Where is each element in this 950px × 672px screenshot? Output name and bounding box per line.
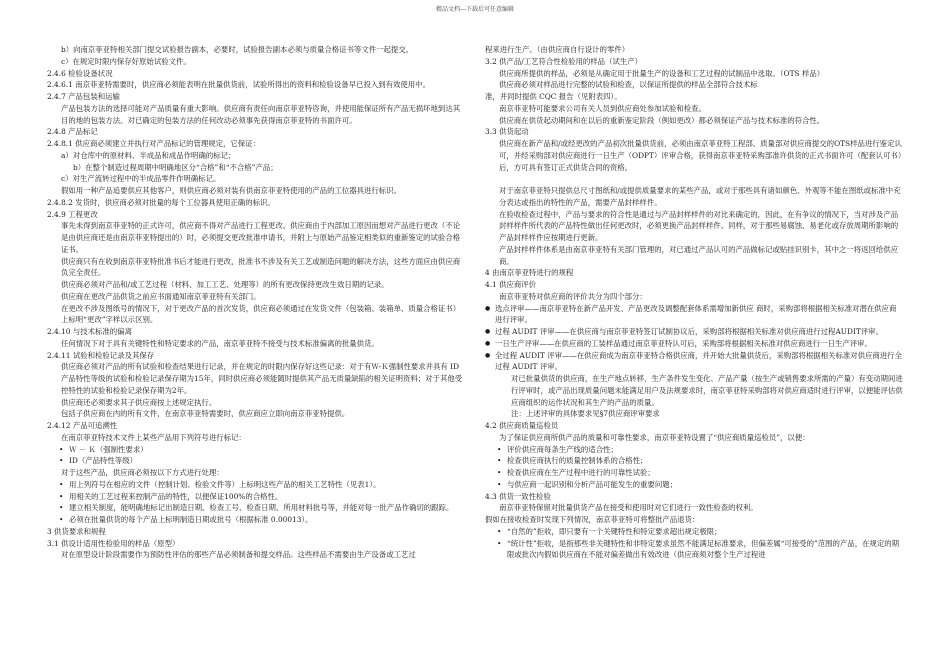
left-paragraph: c）对生产流转过程中的半成品零件作明确标记。 (61, 174, 221, 184)
left-paragraph: 在南京菲亚特技术文件上某些产品用下列符号进行标记： (61, 432, 246, 442)
right-paragraph: 3.2 供产品/工艺符合性检验用的样品（试生产） (485, 56, 643, 66)
right-paragraph: 3.3 供货起动 (485, 127, 529, 137)
right-paragraph: 供应商在新产品和/或经更改的产品初次批量供货前，必须由南京菲亚特工程部、质量部对供应商提交的OTS样品进行鉴定认可，并经采购部对供应商进行一日生产（ODPT）评审合格，获得南京菲亚特采购部准许供货的正式书面许可（配套认可书）后，方可具有签订正式供货合同的资格。 (499, 139, 902, 172)
left-paragraph: 事先未得到南京菲亚特的正式许可，供应商不得对产品进行工程更改。供应商由于内部加工原因而想对产品进行更改（不论是由供应商还是由南京菲亚特提出的）时，必须提交更改批准申请书，并附上与原始产品鉴定相类似的重新鉴定的试验合格证书。 (61, 221, 461, 254)
left-paragraph: 产品包装方法的选择可能对产品质量有重大影响。供应商有责任向南京菲亚特咨询，并使用能保证所有产品无损坏地到达其目的地的包装方法。对已确定的包装方法的任何改动必须事先获得南京菲亚特的书面许可。 (61, 103, 461, 125)
left-paragraph: 包括子供应商在内的所有文件，在南京菲亚特需要时，供应商应立即向南京菲亚特提供。 (61, 409, 350, 419)
left-paragraph: 2.4.8 产品标记 (47, 127, 98, 137)
left-paragraph: b）在整个制造过程周期中明确地区分“合格”和“不合格”产品； (73, 162, 278, 172)
left-paragraph: 2.4.8.1 供应商必须建立并执行对产品标记的管理规定，它保证： (47, 139, 260, 148)
left-paragraph: 供应商还必须要求其子供应商按上述规定执行。 (61, 397, 217, 407)
left-paragraph: a）对仓库中的原材料、半成品和成品作明确的标记； (61, 150, 236, 160)
right-paragraph: 产品封样样件体系是由南京菲亚特有关部门管理的，对已通过产品认可的产品做标记或贴挂识别卡，其中之一将返回给供应商。 (499, 244, 899, 266)
right-paragraph: ● 过程 AUDIT 评审——在供应商与南京菲亚特签订试制协议后，采购部将根据相关标准对供应商进行过程AUDIT评审。 (485, 326, 903, 338)
left-paragraph: • 建立相关制度，能明确地标记出制造日期、检查工号、检查日期、所用材料批号等，并能对每一批产品作确切的跟踪。 (47, 502, 465, 514)
right-paragraph: 供应商在供货起动期间和在以后的重新鉴定阶段（例如更改）都必须保证产品与技术标准的符合性。 (499, 115, 825, 125)
right-paragraph: 注：上述评审的具体要求见§7供应商评审要求 (511, 409, 660, 419)
right-paragraph: 4.1 供应商评价 (485, 280, 537, 289)
right-paragraph (485, 173, 903, 185)
left-paragraph: 供应商必须对产品的所有试验和检查结果进行记录，并在规定的时限内保存好这些记录：对于有Ｗ-Ｋ强制性要求并具有 ID 产品特性等级的试验和检验记录保存期为15年，同时供应商必须能随时提供其产品无质量缺陷的相关证明资料；对于其他受控特性的试验和检验记录保存期为2年。 (61, 362, 463, 395)
left-column (47, 44, 465, 561)
left-paragraph: • 用上列符号在相应的文件（控制计划、检验文件等）上标明这些产品的相关工艺特性（见表1）。 (47, 479, 465, 491)
right-paragraph: 程来进行生产。（由供应商自行设计的零件） (485, 45, 630, 54)
left-paragraph: 对于这些产品，供应商必须按以下方式进行处理： (61, 468, 224, 477)
right-paragraph: 南京菲亚特对供应商的评价共分为四个部分： (499, 291, 647, 301)
left-paragraph: 任何情况下对于具有关键特性和特定要求的产品，南京菲亚特不接受与技术标准偏离的批量供货。 (61, 338, 379, 348)
right-paragraph: 南京菲亚特可能要求公司有关人员到供应商处参加试验和检查。 (499, 103, 706, 113)
left-paragraph: 3.1 供设计适用性检验用的样品（原型） (47, 538, 180, 548)
left-paragraph: 供应商在更改产品供货之前应书面通知南京菲亚特有关部门。 (61, 291, 261, 301)
right-paragraph: • “统计性”拒收，是指那些非关键特性和非特定要求虽然不能满足标准要求，但偏差属“可接受的”范围的产品，在规定的期限或批次内假如供应商在不能对偏差做出有效改进（供应商须对整个生产过程进 (485, 538, 903, 562)
right-paragraph: • “自然的”拒收，即只要有一个关键特性和特定要求超出规定极限； (485, 526, 903, 538)
left-paragraph: • 用相关的工艺过程来控制产品的特性，以便保证100%的合格性。 (47, 491, 465, 503)
right-column (485, 44, 903, 561)
left-paragraph: 2.4.7 产品包装和运输 (47, 92, 120, 101)
left-paragraph: 供应商只有在收到南京菲亚特批准书后才能进行更改，批准书不涉及有关工艺或制造问题的解决方法，这些方面应由供应商负完全责任。 (61, 256, 461, 278)
left-paragraph: 2.4.6 检验设备状况 (47, 68, 113, 78)
left-paragraph: 2.4.12 产品可追溯性 (47, 421, 118, 430)
right-paragraph: • 评价供应商每条生产线的适合性； (485, 444, 903, 456)
left-paragraph: b）向南京菲亚特相关部门提交试验报告副本，必要时，试验报告副本必须与质量合格证书等文件一起提交。 (61, 45, 414, 54)
left-paragraph: 供应商必须对产品和/或工艺过程（材料、加工工艺、处理等）的所有更改保持更改生效日期的记录。 (61, 280, 389, 289)
right-paragraph: 南京菲亚特保留对批量供货产品在接受和使用时对它们进行一致性检查的权利。 (499, 503, 758, 513)
right-paragraph: 假如在接收检查时发现下列情况，南京菲亚特可将整批产品退货： (485, 515, 700, 524)
right-paragraph: ● 全过程 AUDIT 评审——在供应商成为南京菲亚特合格供应商，并开始大批量供货后，采购部将根据相关标准对供应商进行全过程 AUDIT 评审。 (485, 350, 903, 374)
left-paragraph: 3 供货要求和规程 (47, 526, 106, 536)
right-paragraph: 4.3 供货一致性检验 (485, 491, 551, 501)
right-paragraph: ● 选点评审——南京菲亚特在新产品开发、产品更改及调整配套体系需增加新供应 商时，采购部将根据相关标准对潜在供应商进行评审。 (485, 303, 903, 327)
left-paragraph: 2.4.9 工程更改 (47, 209, 98, 219)
page-header: 精品文档---下载后可任意编辑 (435, 6, 515, 13)
right-paragraph: 供应商必须对样品进行完整的试验和检查，以保证所提供的样品全部符合技术标 (499, 80, 758, 90)
right-paragraph: • 检查供应商在生产过程中进行的可靠性试验； (485, 467, 903, 479)
right-paragraph: 4 由南京菲亚特进行的规程 (485, 268, 574, 278)
right-paragraph: ● 一日生产评审——在供应商的工装样品通过南京菲亚特认可后，采购部将根据相关标准对供应商进行一日生产评审。 (485, 338, 903, 350)
left-paragraph: • ID（产品特性等级） (47, 455, 465, 467)
left-paragraph: 对在原型设计阶段需要作为预防性评估的那些产品必须制备和提交样品。这些样品不需要由生产设备或工艺过 (61, 550, 416, 560)
left-paragraph: • Ｗ － Ｋ（强制性要求） (47, 444, 465, 456)
right-paragraph: 4.2 供应商质量巡检员 (485, 421, 559, 430)
left-paragraph: 假如用一种产品追要供应其他客户，则供应商必须对装有供南京菲亚特使用的产品的工位器具进行标识。 (61, 186, 401, 195)
right-paragraph: 在验收检查过程中，产品与要求的符合性是通过与产品封样样件的对比来确定的，因此，在有争议的情况下，当对涉及产品封样样件所代表的产品特性做出任何更改时，必须更换产品封样样件。同样，对于那些易腐蚀、易老化或存放周期所影响的产品封样样件应按期进行更新。 (499, 209, 899, 242)
left-paragraph: 2.4.10 与技术标准的偏离 (47, 327, 132, 336)
left-paragraph: c）在规定时限内保存好原始试验文件。 (61, 56, 191, 66)
right-paragraph: 为了保证供应商所供产品的质量和可靠性要求，南京菲亚特设置了“供应商质量巡检员”，以便： (499, 432, 810, 442)
left-paragraph: 2.4.11 试验和检验记录及其保存 (47, 350, 155, 360)
left-paragraph: 在更改不涉及图纸号的情况下，对于更改产品的首次发货，供应商必须通过在发货文件（包装箱、装箱单、质量合格证书）上标明“更改”字样以示区别。 (61, 303, 461, 325)
left-paragraph: 2.4.6.1 南京菲亚特需要时，供应商必须能表明在批量供货前，试验所得出的资料和检验设备早已投入到有效使用中。 (47, 80, 430, 90)
right-paragraph: • 与供应商一起识别和分析产品可能发生的重要问题； (485, 479, 903, 491)
right-paragraph: 准，并同时提供 CQC 报告（见附表四）。 (485, 92, 622, 101)
left-paragraph: 2.4.8.2 发货时，供应商必须对批量的每个工位器具使用正确的标识。 (47, 197, 275, 207)
right-paragraph: 对于南京菲亚特只提供总尺寸图纸和/或提供质量要求的某些产品，或对于那些具有诸如颜色、外观等不能在图纸或标准中充分表达或指出的特性的产品，需要产品封样样件。 (499, 186, 901, 207)
right-paragraph: 供应商所提供的样品，必须是从确定用于批量生产的设备和工艺过程的试制品中选取。（OTS 样品） (499, 68, 825, 78)
right-paragraph: 对已批量供货的供应商，在生产地点转移、生产条件发生变化、产品产量（按生产或销售要求所需的产量）有变动期间进行评审时，或产品出现质量问题未能满足用户及法规要求时，南京菲亚特采购部将对供应商适时进行评审，以便能评估供应商组织的运作状况和其生产的产品的质量。 (511, 374, 903, 407)
left-paragraph: • 必须在批量供货的每个产品上标明制造日期或批号（根据标准 0.00013）。 (47, 514, 465, 526)
right-paragraph: • 检查供应商执行的质量控制体系的合格性； (485, 455, 903, 467)
